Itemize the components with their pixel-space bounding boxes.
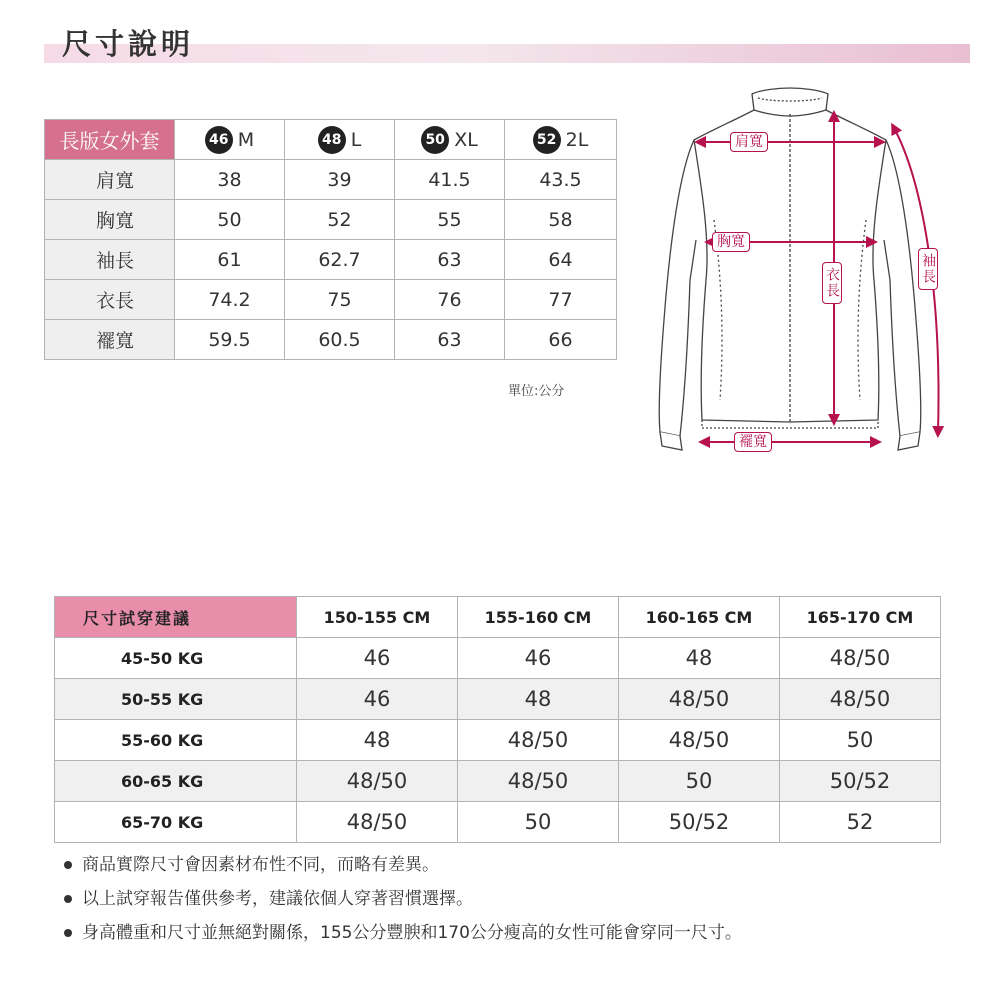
jacket-diagram [650,80,950,460]
size-row [45,280,617,320]
recommend-row [55,679,941,720]
table-cell: 41.5 [395,160,505,200]
size-letter: 2L [565,128,589,151]
table-cell: 48 [458,679,619,720]
unit-note: 單位:公分 [508,384,565,399]
table-cell: 43.5 [505,160,617,200]
size-number-badge: 50 [421,126,449,154]
weight-label: 55-60 KG [55,720,297,761]
height-header: 165-170 CM [780,597,941,638]
table-cell: 55 [395,200,505,240]
size-row [45,200,617,240]
table-cell: 46 [297,679,458,720]
weight-label: 60-65 KG [55,761,297,802]
table-cell: 48 [297,720,458,761]
table-cell: 50 [780,720,941,761]
table-cell: 61 [175,240,285,280]
note-text: 商品實際尺寸會因素材布性不同，而略有差異。 [82,855,439,875]
table-cell: 62.7 [285,240,395,280]
table-cell: 39 [285,160,395,200]
bullet-icon [64,929,72,937]
size-col-header [505,120,617,160]
weight-label: 45-50 KG [55,638,297,679]
note-item [64,848,742,882]
height-header: 150-155 CM [297,597,458,638]
size-col-header [175,120,285,160]
table-cell: 50 [458,802,619,843]
table-cell: 77 [505,280,617,320]
table-cell: 48/50 [458,761,619,802]
recommend-header-row [55,597,941,638]
table-cell: 59.5 [175,320,285,360]
table-cell: 48/50 [619,679,780,720]
size-header-row [45,120,617,160]
jacket-illustration [650,80,950,460]
row-label: 肩寬 [45,160,175,200]
row-label: 襬寬 [45,320,175,360]
table-cell: 50 [619,761,780,802]
weight-label: 65-70 KG [55,802,297,843]
size-table-corner: 長版女外套 [45,120,175,160]
row-label: 袖長 [45,240,175,280]
recommend-table-corner: 尺寸試穿建議 [55,597,297,638]
weight-label: 50-55 KG [55,679,297,720]
table-cell: 48/50 [297,761,458,802]
table-cell: 50 [175,200,285,240]
note-text: 以上試穿報告僅供參考，建議依個人穿著習慣選擇。 [82,889,473,909]
bullet-icon [64,861,72,869]
table-cell: 52 [285,200,395,240]
size-col-header [395,120,505,160]
table-cell: 66 [505,320,617,360]
sleeve-label: 袖長 [918,248,938,290]
table-cell: 48/50 [297,802,458,843]
table-cell: 64 [505,240,617,280]
recommend-row [55,720,941,761]
table-cell: 74.2 [175,280,285,320]
size-letter: XL [454,128,478,151]
note-text: 身高體重和尺寸並無絕對關係，155公分豐腴和170公分瘦高的女性可能會穿同一尺寸。 [82,923,742,943]
size-row [45,160,617,200]
row-label: 胸寬 [45,200,175,240]
size-number-badge: 46 [205,126,233,154]
size-table [44,119,617,360]
table-cell: 58 [505,200,617,240]
height-header: 160-165 CM [619,597,780,638]
table-cell: 63 [395,240,505,280]
table-cell: 52 [780,802,941,843]
bullet-icon [64,895,72,903]
note-item [64,916,742,950]
table-cell: 76 [395,280,505,320]
recommend-row [55,802,941,843]
size-letter: M [237,128,255,151]
size-row [45,240,617,280]
hem-label: 襬寬 [734,432,772,452]
table-cell: 50/52 [619,802,780,843]
table-cell: 75 [285,280,395,320]
recommend-row [55,761,941,802]
size-row [45,320,617,360]
recommend-table [54,596,941,843]
size-letter: L [350,128,362,151]
table-cell: 48/50 [619,720,780,761]
table-cell: 46 [297,638,458,679]
table-cell: 48 [619,638,780,679]
notes-list [64,848,742,950]
row-label: 衣長 [45,280,175,320]
table-cell: 46 [458,638,619,679]
page-title: 尺寸說明 [62,27,195,61]
chest-label: 胸寬 [712,232,750,252]
table-cell: 38 [175,160,285,200]
size-col-header [285,120,395,160]
table-cell: 63 [395,320,505,360]
table-cell: 48/50 [780,679,941,720]
size-number-badge: 52 [533,126,561,154]
table-cell: 48/50 [780,638,941,679]
note-item [64,882,742,916]
height-header: 155-160 CM [458,597,619,638]
recommend-row [55,638,941,679]
shoulder-label: 肩寬 [730,132,768,152]
size-number-badge: 48 [318,126,346,154]
table-cell: 48/50 [458,720,619,761]
length-label: 衣長 [822,262,842,304]
table-cell: 50/52 [780,761,941,802]
table-cell: 60.5 [285,320,395,360]
